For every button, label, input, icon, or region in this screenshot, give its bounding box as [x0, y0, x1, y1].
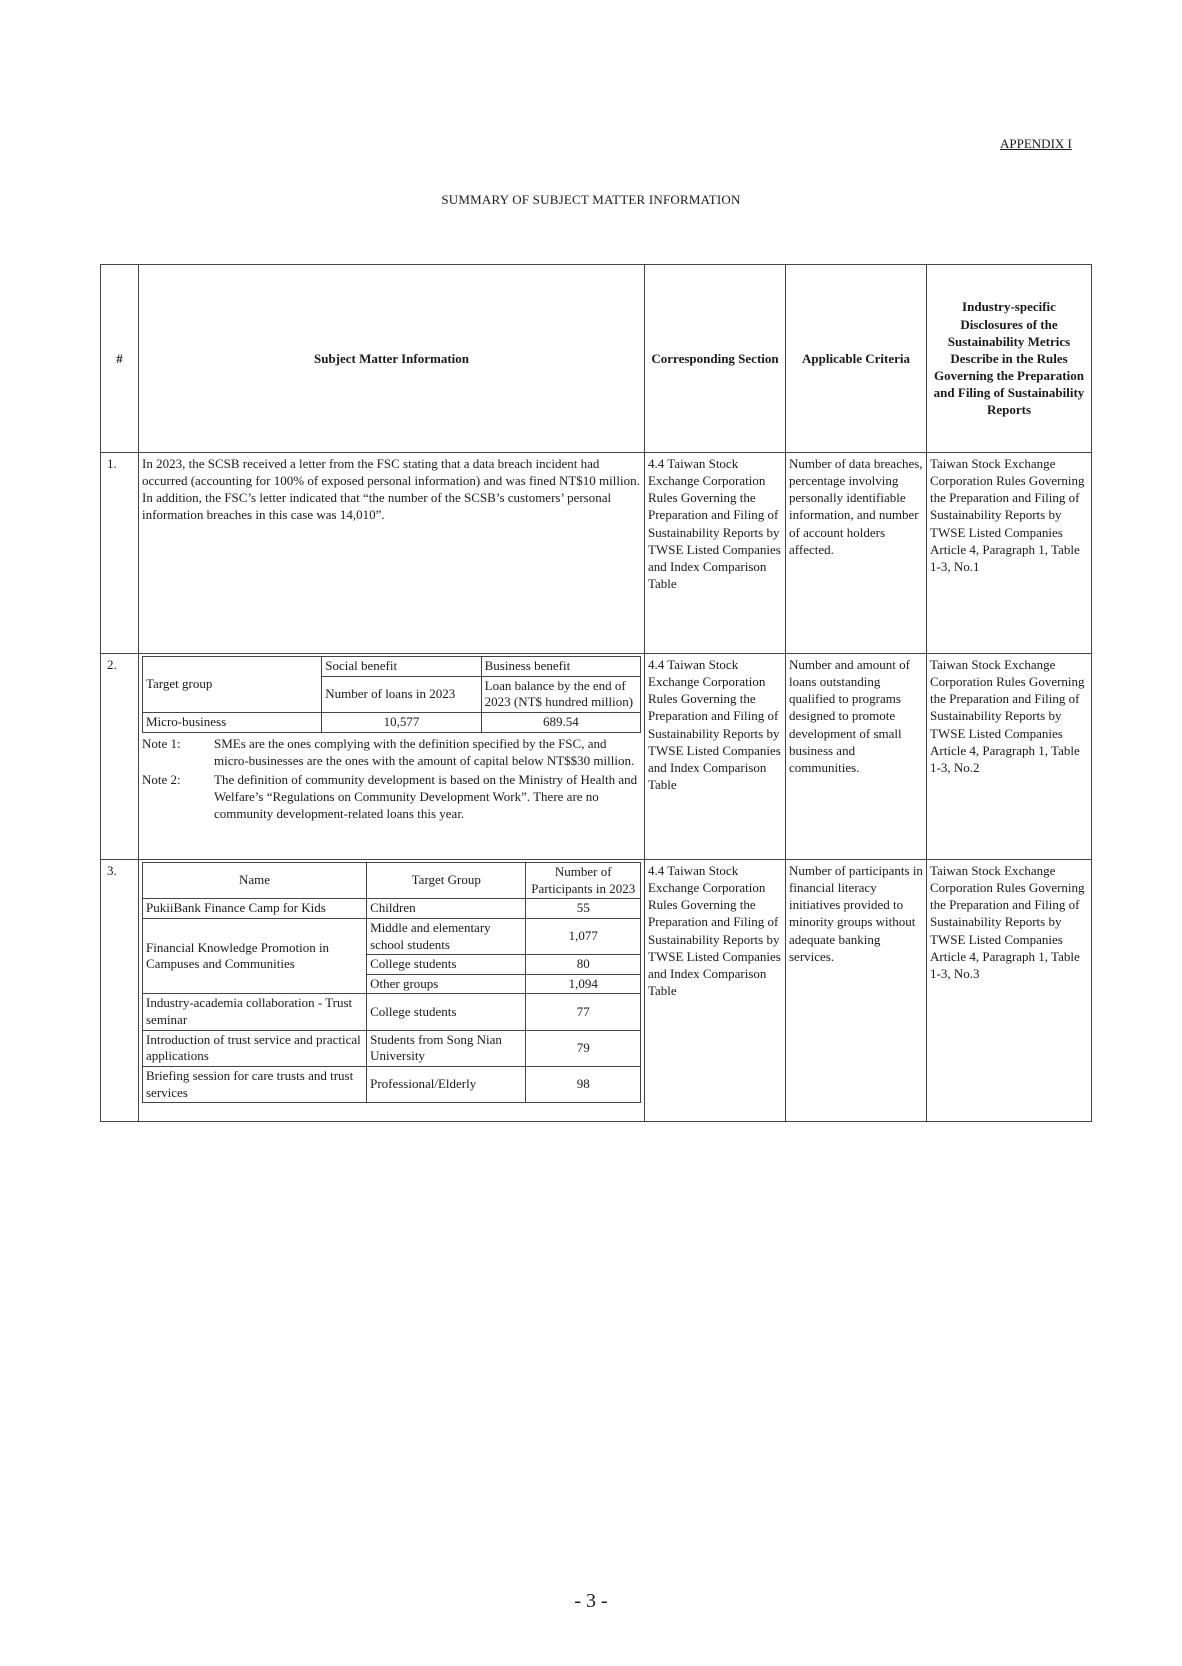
participants-group: Other groups	[367, 974, 526, 994]
note-1-text: SMEs are the ones complying with the definition specified by the FSC, and micro-businesses are the ones with the amount of capital below NT$$30 million.	[214, 735, 635, 768]
row-subject-loans	[139, 654, 645, 860]
header-subject: Subject Matter Information	[139, 265, 645, 453]
loans-header-count: Number of loans in 2023	[322, 676, 481, 712]
participants-count: 77	[526, 994, 641, 1030]
header-num: #	[101, 265, 139, 453]
row-number: 1.	[101, 453, 139, 654]
loans-header-balance: Loan balance by the end of 2023 (NT$ hundred million)	[481, 676, 640, 712]
participants-name: Financial Knowledge Promotion in Campuses and Communities	[143, 918, 367, 994]
participants-count: 79	[526, 1030, 641, 1066]
page-number: - 3 -	[574, 1590, 608, 1612]
loans-table	[142, 656, 641, 733]
loans-header-social: Social benefit	[322, 657, 481, 677]
row-criteria: Number of data breaches, percentage involving personally identifiable information, and number of account holders affected.	[786, 453, 927, 654]
participants-group: Professional/Elderly	[367, 1066, 526, 1102]
participants-count: 55	[526, 899, 641, 919]
table-row	[101, 860, 1092, 1122]
note-2-label: Note 2:	[142, 771, 181, 787]
participants-group: Students from Song Nian University	[367, 1030, 526, 1066]
appendix-label: APPENDIX I	[1000, 136, 1072, 151]
loans-row-count: 10,577	[322, 712, 481, 732]
note-1-label: Note 1:	[142, 735, 181, 751]
row-industry: Taiwan Stock Exchange Corporation Rules Governing the Preparation and Filing of Sustainability Reports by TWSE Listed Companies Article 4, Paragraph 1, Table 1-3, No.2	[927, 654, 1092, 860]
row-industry: Taiwan Stock Exchange Corporation Rules Governing the Preparation and Filing of Sustainability Reports by TWSE Listed Companies Article 4, Paragraph 1, Table 1-3, No.1	[927, 453, 1092, 654]
header-section: Corresponding Section	[645, 265, 786, 453]
participants-header-name: Name	[143, 863, 367, 899]
participants-count: 98	[526, 1066, 641, 1102]
loans-header-target: Target group	[143, 657, 322, 713]
participants-group: College students	[367, 994, 526, 1030]
participants-count: 80	[526, 955, 641, 975]
table-row	[101, 654, 1092, 860]
participants-group: Middle and elementary school students	[367, 918, 526, 954]
row-subject-text: In 2023, the SCSB received a letter from the FSC stating that a data breach incident had occurred (accounting for 100% of exposed personal information) and was fined NT$10 million. In addition, the FSC’s letter indicated that “the number of the SCSB’s customers’ personal information breaches in this case was 14,010”.	[139, 453, 645, 654]
row-criteria: Number and amount of loans outstanding qualified to programs designed to promote development of small business and communities.	[786, 654, 927, 860]
participants-table	[142, 862, 641, 1103]
loans-row-group: Micro-business	[143, 712, 322, 732]
row-section: 4.4 Taiwan Stock Exchange Corporation Rules Governing the Preparation and Filing of Sustainability Reports by TWSE Listed Companies and Index Comparison Table	[645, 453, 786, 654]
summary-table	[100, 264, 1092, 1122]
participants-count: 1,094	[526, 974, 641, 994]
row-subject-participants	[139, 860, 645, 1122]
participants-name: Briefing session for care trusts and trust services	[143, 1066, 367, 1102]
header-industry: Industry-specific Disclosures of the Sustainability Metrics Describe in the Rules Governing the Preparation and Filing of Sustainability Reports	[927, 265, 1092, 453]
row-criteria: Number of participants in financial literacy initiatives provided to minority groups without adequate banking services.	[786, 860, 927, 1122]
row-number: 3.	[101, 860, 139, 1122]
header-criteria: Applicable Criteria	[786, 265, 927, 453]
note-2-text: The definition of community development is based on the Ministry of Health and Welfare’s “Regulations on Community Development Work”. There are no community development-related loans this year.	[214, 771, 638, 822]
participants-name: Industry-academia collaboration - Trust seminar	[143, 994, 367, 1030]
table-header-row	[101, 265, 1092, 453]
loans-row-balance: 689.54	[481, 712, 640, 732]
participants-name: PukiiBank Finance Camp for Kids	[143, 899, 367, 919]
note-2	[142, 771, 641, 822]
participants-header-group: Target Group	[367, 863, 526, 899]
loans-header-business: Business benefit	[481, 657, 640, 677]
participants-group: Children	[367, 899, 526, 919]
row-section: 4.4 Taiwan Stock Exchange Corporation Rules Governing the Preparation and Filing of Sustainability Reports by TWSE Listed Companies and Index Comparison Table	[645, 654, 786, 860]
table-row	[101, 453, 1092, 654]
participants-name: Introduction of trust service and practical applications	[143, 1030, 367, 1066]
participants-header-count: Number of Participants in 2023	[526, 863, 641, 899]
row-number: 2.	[101, 654, 139, 860]
participants-count: 1,077	[526, 918, 641, 954]
participants-group: College students	[367, 955, 526, 975]
note-1	[142, 735, 641, 769]
row-section: 4.4 Taiwan Stock Exchange Corporation Rules Governing the Preparation and Filing of Sustainability Reports by TWSE Listed Companies and Index Comparison Table	[645, 860, 786, 1122]
row-industry: Taiwan Stock Exchange Corporation Rules Governing the Preparation and Filing of Sustainability Reports by TWSE Listed Companies Article 4, Paragraph 1, Table 1-3, No.3	[927, 860, 1092, 1122]
document-title: SUMMARY OF SUBJECT MATTER INFORMATION	[441, 192, 741, 207]
